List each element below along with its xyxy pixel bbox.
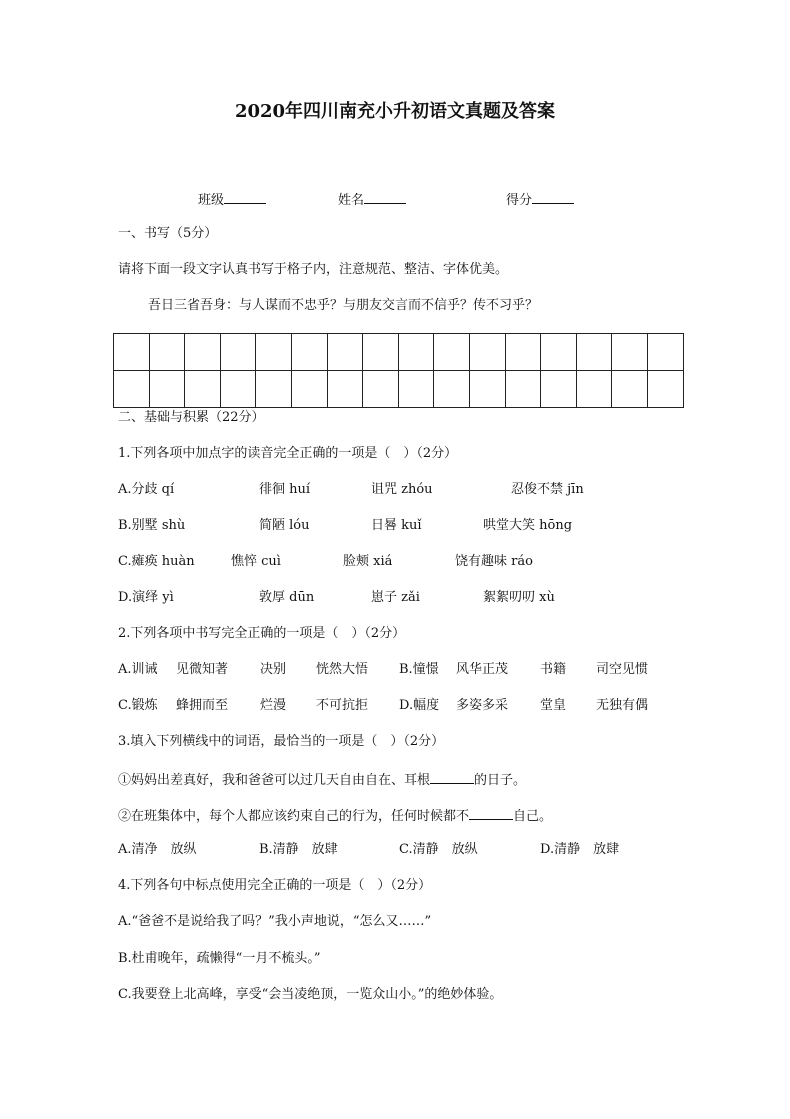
q4-option-a: A.“爸爸不是说给我了吗？”我小声地说，“怎么又……” bbox=[118, 914, 432, 929]
grid-cell[interactable] bbox=[505, 371, 541, 408]
grid-cell[interactable] bbox=[576, 371, 612, 408]
grid-cell[interactable] bbox=[647, 334, 683, 371]
q2-option-b-3: 书籍 bbox=[540, 662, 567, 677]
grid-row bbox=[114, 334, 684, 371]
q1-option-b-3: 日晷 kuǐ bbox=[371, 518, 422, 533]
q1-option-a-1: A.分歧 qí bbox=[118, 482, 175, 497]
grid-cell[interactable] bbox=[149, 334, 185, 371]
q3-option-b: B.清静 放肆 bbox=[259, 842, 338, 857]
q1-option-d-1: D.演绎 yì bbox=[118, 590, 174, 605]
q1-option-b-2: 简陋 lóu bbox=[259, 518, 310, 533]
grid-cell[interactable] bbox=[327, 371, 363, 408]
grid-cell[interactable] bbox=[114, 371, 150, 408]
q3-s2-before: ②在班集体中，每个人都应该约束自己的行为，任何时候都不 bbox=[118, 809, 470, 824]
q2-option-d-2: 多姿多采 bbox=[456, 698, 509, 713]
q1-option-c-3: 脸颊 xiá bbox=[343, 554, 393, 569]
q1-option-a-2: 徘徊 huí bbox=[259, 482, 311, 497]
q3-sentence-1 bbox=[118, 770, 526, 789]
q4-stem: 4.下列各句中标点使用完全正确的一项是（ ）（2分） bbox=[118, 878, 432, 893]
q3-s1-before: ①妈妈出差真好，我和爸爸可以过几天自由自在、耳根 bbox=[118, 773, 431, 788]
class-blank[interactable] bbox=[224, 190, 266, 204]
grid-cell[interactable] bbox=[185, 371, 221, 408]
q3-s1-after: 的日子。 bbox=[474, 773, 527, 788]
q2-stem: 2.下列各项中书写完全正确的一项是（ ）（2分） bbox=[118, 626, 406, 641]
q4-option-c: C.我要登上北高峰，享受“会当凌绝顶，一览众山小。”的绝妙体验。 bbox=[118, 987, 503, 1002]
grid-cell[interactable] bbox=[612, 334, 648, 371]
q3-s2-blank[interactable] bbox=[469, 806, 513, 820]
grid-cell[interactable] bbox=[541, 334, 577, 371]
class-label: 班级 bbox=[198, 193, 225, 208]
q2-option-c-3: 烂漫 bbox=[260, 698, 287, 713]
grid-cell[interactable] bbox=[220, 371, 256, 408]
q1-option-d-4: 絮絮叨叨 xù bbox=[483, 590, 555, 605]
q2-option-a-3: 决别 bbox=[260, 662, 287, 677]
q2-option-c-4: 不可抗拒 bbox=[316, 698, 369, 713]
grid-cell[interactable] bbox=[149, 371, 185, 408]
grid-cell[interactable] bbox=[114, 334, 150, 371]
q1-option-c-4: 饶有趣味 ráo bbox=[455, 554, 533, 569]
name-field[interactable] bbox=[338, 190, 406, 209]
grid-cell[interactable] bbox=[220, 334, 256, 371]
q2-option-d-3: 堂皇 bbox=[540, 698, 567, 713]
q3-s1-blank[interactable] bbox=[430, 770, 474, 784]
grid-cell[interactable] bbox=[256, 334, 292, 371]
score-blank[interactable] bbox=[532, 190, 574, 204]
grid-cell[interactable] bbox=[291, 334, 327, 371]
q2-option-b-2: 风华正茂 bbox=[456, 662, 509, 677]
page-title: 2020年四川南充小升初语文真题及答案 bbox=[234, 101, 556, 122]
q2-option-c-1: C.锻炼 bbox=[118, 698, 158, 713]
grid-cell[interactable] bbox=[398, 334, 434, 371]
q1-option-d-3: 崽子 zǎi bbox=[371, 590, 420, 605]
q3-stem: 3.填入下列横线中的词语，最恰当的一项是（ ）（2分） bbox=[118, 734, 445, 749]
q3-s2-after: 自己。 bbox=[513, 809, 553, 824]
grid-cell[interactable] bbox=[469, 371, 505, 408]
section1-instruction: 请将下面一段文字认真书写于格子内，注意规范、整洁、字体优美。 bbox=[118, 262, 509, 277]
q1-option-c-1: C.瘫痪 huàn bbox=[118, 554, 195, 569]
q2-option-a-2: 见微知著 bbox=[176, 662, 229, 677]
q1-option-a-3: 诅咒 zhóu bbox=[371, 482, 433, 497]
q1-stem: 1.下列各项中加点字的读音完全正确的一项是（ ）（2分） bbox=[118, 446, 458, 461]
grid-cell[interactable] bbox=[256, 371, 292, 408]
q2-option-b-4: 司空见惯 bbox=[596, 662, 649, 677]
grid-cell[interactable] bbox=[398, 371, 434, 408]
q4-option-b: B.杜甫晚年，疏懒得“一月不梳头。” bbox=[118, 951, 321, 966]
name-label: 姓名 bbox=[338, 193, 365, 208]
q1-option-b-4: 哄堂大笑 hōng bbox=[483, 518, 573, 533]
q2-option-a-4: 恍然大悟 bbox=[316, 662, 369, 677]
q1-option-c-2: 憔悴 cuì bbox=[231, 554, 281, 569]
q3-option-c: C.清静 放纵 bbox=[399, 842, 478, 857]
name-blank[interactable] bbox=[364, 190, 406, 204]
grid-cell[interactable] bbox=[363, 371, 399, 408]
q2-option-c-2: 蜂拥而至 bbox=[176, 698, 229, 713]
section1-heading: 一、书写（5分） bbox=[118, 226, 218, 241]
score-label: 得分 bbox=[506, 193, 533, 208]
grid-cell[interactable] bbox=[291, 371, 327, 408]
q1-option-d-2: 敦厚 dūn bbox=[259, 590, 315, 605]
grid-cell[interactable] bbox=[576, 334, 612, 371]
grid-cell[interactable] bbox=[612, 371, 648, 408]
q3-option-d: D.清静 放肆 bbox=[540, 842, 620, 857]
grid-cell[interactable] bbox=[185, 334, 221, 371]
grid-cell[interactable] bbox=[505, 334, 541, 371]
q2-option-a-1: A.训诫 bbox=[118, 662, 158, 677]
q2-option-b-1: B.憧憬 bbox=[399, 662, 439, 677]
grid-cell[interactable] bbox=[541, 371, 577, 408]
class-field[interactable] bbox=[198, 190, 266, 209]
grid-row bbox=[114, 371, 684, 408]
grid-cell[interactable] bbox=[434, 334, 470, 371]
writing-grid[interactable] bbox=[113, 333, 684, 408]
q2-option-d-1: D.幅度 bbox=[399, 698, 440, 713]
q2-option-d-4: 无独有偶 bbox=[596, 698, 649, 713]
grid-cell[interactable] bbox=[469, 334, 505, 371]
q1-option-a-4: 忍俊不禁 jīn bbox=[511, 482, 584, 497]
q1-option-b-1: B.别墅 shù bbox=[118, 518, 186, 533]
section2-heading: 二、基础与积累（22分） bbox=[118, 410, 265, 425]
section1-passage: 吾日三省吾身：与人谋而不忠乎？与朋友交言而不信乎？传不习乎？ bbox=[148, 298, 539, 313]
score-field[interactable] bbox=[506, 190, 574, 209]
grid-cell[interactable] bbox=[363, 334, 399, 371]
grid-cell[interactable] bbox=[647, 371, 683, 408]
grid-cell[interactable] bbox=[327, 334, 363, 371]
q3-sentence-2 bbox=[118, 806, 552, 825]
grid-cell[interactable] bbox=[434, 371, 470, 408]
q3-option-a: A.清净 放纵 bbox=[118, 842, 197, 857]
